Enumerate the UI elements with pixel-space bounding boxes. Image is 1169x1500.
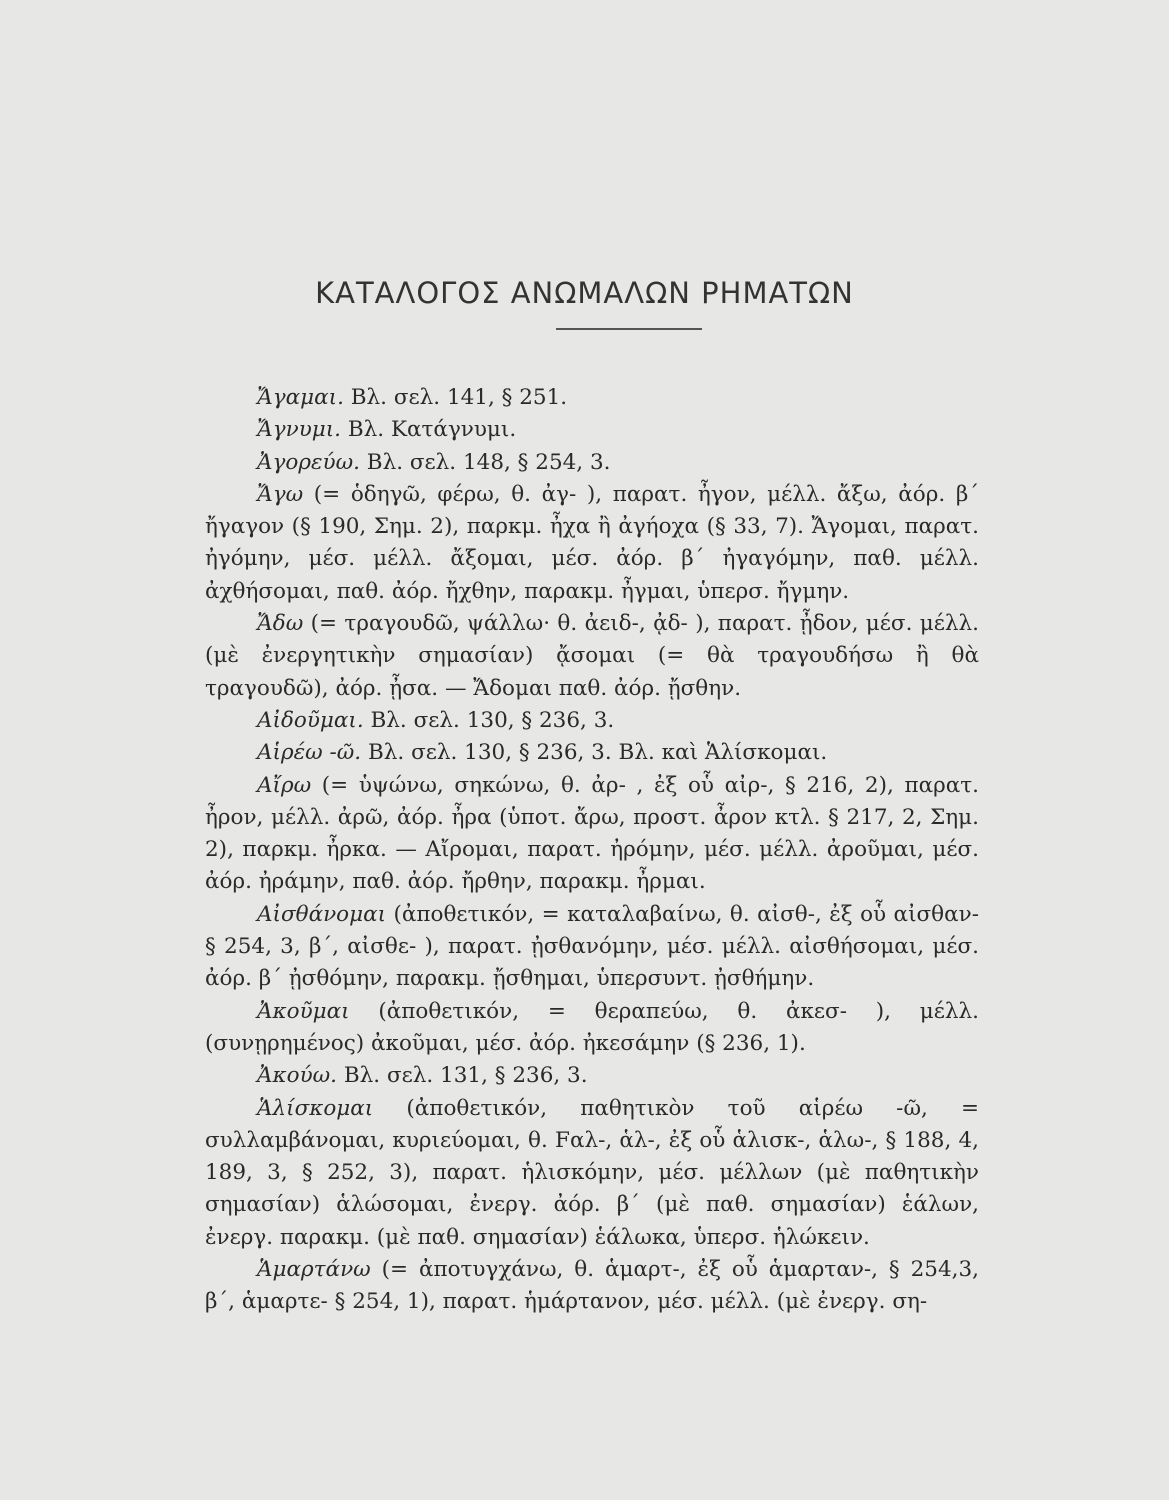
entry-lemma: Ἀκούω. — [257, 1063, 338, 1089]
entry-text: (= τραγουδῶ, ψάλλω· θ. ἀειδ-, ᾀδ- ), παρατ. ᾖδον, μέσ. μέλλ. (μὲ ἐνεργητικὴν σημασίαν) ᾄσομαι (= θὰ τραγουδήσω ἢ θὰ τραγουδῶ), ἀόρ. ᾖσα. — Ἄδομαι παθ. ἀόρ. ᾔσθην. — [205, 611, 979, 701]
entry-lemma: Ἁλίσκομαι — [257, 1095, 374, 1121]
entries-list — [205, 382, 979, 1319]
entry — [205, 737, 979, 769]
entry — [205, 414, 979, 446]
entry-text: (ἀποθετικόν, παθητικὸν τοῦ αἱρέω -ῶ, = συλλαμβάνομαι, κυριεύομαι, θ. Fαλ-, ἁλ-, ἐξ οὗ ἁλισκ-, ἁλω-, § 188, 4, 189, 3, § 252, 3), παρατ. ἡλισκόμην, μέσ. μέλλων (μὲ παθητικὴν σημασίαν) ἁλώσομαι, ἐνεργ. ἀόρ. β΄ (μὲ παθ. σημασίαν) ἑάλων, ἐνεργ. παρακμ. (μὲ παθ. σημασίαν) ἑάλωκα, ὑπερσ. ἡλώκειν. — [205, 1095, 979, 1250]
entry — [205, 996, 979, 1061]
entry-lemma: Αἱρέω -ῶ. — [257, 740, 362, 766]
entry-text: (= ἀποτυγχάνω, θ. ἁμαρτ-, ἐξ οὗ ἁμαρταν-, § 254,3, β΄, ἁμαρτε- § 254, 1), παρατ. ἡμάρτανον, μέσ. μέλλ. (μὲ ἐνεργ. ση- — [205, 1257, 979, 1315]
entry-lemma: Ἄδω — [257, 611, 304, 637]
entry-lemma: Ἄγω — [257, 481, 304, 507]
entry — [205, 382, 979, 414]
entry-lemma: Αἰδοῦμαι. — [257, 707, 364, 733]
entry-lemma: Αἰσθάνομαι — [257, 901, 387, 927]
entry — [205, 479, 979, 608]
entry-text: (= ὑψώνω, σηκώνω, θ. ἀρ- , ἐξ οὗ αἰρ-, § 216, 2), παρατ. ἦρον, μέλλ. ἀρῶ, ἀόρ. ἦρα (ὑποτ. ἄρω, προστ. ἆρον κτλ. § 217, 2, Σημ. 2), παρκμ. ἦρκα. — Αἴρομαι, παρατ. ἠρόμην, μέσ. μέλλ. ἀροῦμαι, μέσ. ἀόρ. ἠράμην, παθ. ἀόρ. ἤρθην, παρακμ. ἦρμαι. — [205, 772, 979, 895]
entry-text: (ἀποθετικόν, = θεραπεύω, θ. ἀκεσ- ), μέλλ. (συνῃρημένος) ἀκοῦμαι, μέσ. ἀόρ. ἠκεσάμην (§ 236, 1). — [205, 998, 979, 1056]
title-rule — [556, 328, 702, 330]
entry-text: Βλ. σελ. 130, § 236, 3. — [363, 707, 615, 733]
entry-text: Βλ. σελ. 148, § 254, 3. — [359, 449, 611, 475]
entry — [205, 770, 979, 899]
entry — [205, 705, 979, 737]
entry-text: Βλ. σελ. 141, § 251. — [343, 385, 568, 410]
entry-lemma: Ἄγαμαι. — [257, 385, 344, 410]
entry — [205, 1093, 979, 1254]
entry-text: Βλ. σελ. 130, § 236, 3. Βλ. καὶ Ἁλίσκομαι. — [361, 740, 828, 766]
entry-lemma: Ἀγορεύω. — [257, 449, 360, 475]
entry-lemma: Ἄγνυμι. — [257, 417, 342, 443]
entry-text: Βλ. σελ. 131, § 236, 3. — [337, 1063, 588, 1089]
entry-text: (ἀποθετικόν, = καταλαβαίνω, θ. αἰσθ-, ἐξ οὗ αἰσθαν- § 254, 3, β΄, αἰσθε- ), παρατ. ᾐσθανόμην, μέσ. μέλλ. αἰσθήσομαι, μέσ. ἀόρ. β΄ ᾐσθόμην, παρακμ. ᾔσθημαι, ὑπερσυντ. ᾐσθήμην. — [205, 901, 979, 992]
entry-lemma: Αἴρω — [257, 772, 312, 798]
entry — [205, 1060, 979, 1092]
entry — [205, 608, 979, 705]
entry-lemma: Ἀκοῦμαι — [257, 998, 350, 1024]
entry — [205, 899, 979, 996]
page-title: ΚΑΤΑΛΟΓΟΣ ΑΝΩΜΑΛΩΝ ΡΗΜΑΤΩΝ — [315, 276, 854, 310]
entry-text: Βλ. Κατάγνυμι. — [341, 417, 517, 443]
entry-lemma: Ἁμαρτάνω — [257, 1257, 371, 1283]
entry — [205, 447, 979, 479]
entry-text: (= ὁδηγῶ, φέρω, θ. ἀγ- ), παρατ. ἦγον, μέλλ. ἄξω, ἀόρ. β΄ ἤγαγον (§ 190, Σημ. 2), παρκμ. ἦχα ἢ ἀγήοχα (§ 33, 7). Ἄγομαι, παρατ. ἠγόμην, μέσ. μέλλ. ἄξομαι, μέσ. ἀόρ. β΄ ἠγαγόμην, παθ. μέλλ. ἀχθήσομαι, παθ. ἀόρ. ἤχθην, παρακμ. ἦγμαι, ὑπερσ. ἤγμην. — [205, 481, 979, 604]
entry — [205, 1254, 979, 1319]
